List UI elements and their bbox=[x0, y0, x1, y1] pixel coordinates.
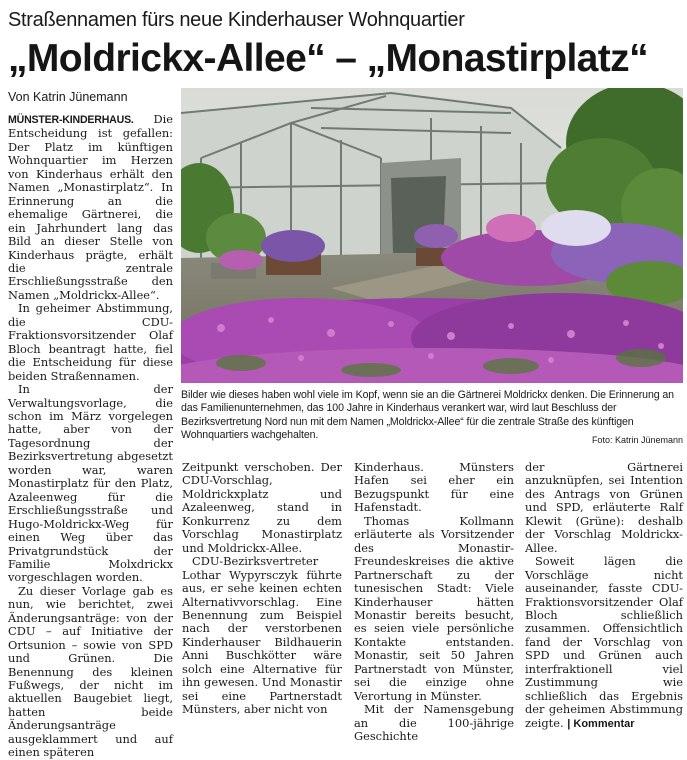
paragraph: Thomas Kollmann erläuterte als Vorsitzender des Monastir-Freundeskreises die aktive Partnerschaft zu der tunesischen Stadt: Viele Kinderhauser hätten Monastir bereits besucht, es seien viele persönliche Kontakte entstanden. Monastir, seit 50 Jahren Partnerstadt von Münster, sei die einzige ohne Verortung in Münster. bbox=[354, 513, 514, 703]
paragraph: Zeitpunkt verschoben. Der CDU-Vorschlag, Moldrickxplatz und Azaleenweg, stand in Konkurrenz zu dem Vorschlag Monastirplatz und Moldrickx-Allee. bbox=[182, 460, 342, 555]
greenhouse-photo bbox=[181, 88, 683, 383]
paragraph-text: Soweit lägen die Vorschläge nicht auseinander, fasste CDU-Fraktionsvorsitzender Olaf Bloch schließlich zusammen. Offensichtlich fand der Vorschlag von SPD und Grünen auch interfraktionell viel Zustimmung wie schließlich das Ergebnis der geheimen Abstimmung zeigte. bbox=[525, 554, 683, 730]
article-byline: Von Katrin Jünemann bbox=[8, 90, 128, 104]
paragraph: Zu dieser Vorlage gab es nun, wie berichtet, zwei Änderungsanträge: von der CDU – auf Initiative der Ortsunion – sowie von SPD und Grünen. Die Benennung des kleinen Fußwegs, der nicht im aktuellen Baugebiet liegt, hatten beide Änderungsanträge ausgeklammert und auf einen späteren bbox=[8, 583, 173, 760]
paragraph bbox=[8, 113, 173, 302]
article-column-1 bbox=[8, 113, 173, 760]
article-dateline: MÜNSTER-KINDERHAUS. bbox=[8, 114, 134, 126]
paragraph: CDU-Bezirksvertreter Lothar Wypyrsczyk führte aus, er sehe keinen echten Alternativvorschlag. Eine Benennung zum Beispiel nach der verstorbenen Kinderhauser Bildhauerin Anni Buschkötter wäre solch eine Alternative für ihn gewesen. Und Monastir sei eine Partnerstadt Münsters, aber nicht von bbox=[182, 554, 342, 717]
article-column-4 bbox=[525, 461, 683, 731]
article-column-2 bbox=[182, 461, 342, 717]
article-column-3 bbox=[354, 461, 514, 744]
paragraph: Mit der Namensgebung an die 100-jährige Geschichte bbox=[354, 702, 514, 744]
paragraph bbox=[525, 555, 683, 731]
article-headline: „Moldrickx-Allee“ – „Monastirplatz“ bbox=[8, 37, 648, 80]
paragraph-text: Die Entscheidung ist gefallen: Der Platz im künftigen Wohnquartier im Herzen von Kinderhaus erhält den Namen „Monastirplatz“. In Erinnerung an die ehemalige Gärtnerei, die ein Jahrhundert lang das Bild an dieser Stelle von Kinderhaus prägte, erhält die zentrale Erschließungsstraße den Namen „Moldrickx-Allee“. bbox=[8, 112, 173, 302]
paragraph: In der Verwaltungsvorlage, die schon im März vorgelegen hatte, aber von der Tagesordnung der Bezirksvertretung abgesetzt worden war, waren Monastirplatz für den Platz, Azaleenweg für die Erschließungsstraße und Hugo-Moldrickx-Weg für einen Weg über das Privatgrundstück der Familie Molxdrickx vorgeschlagen worden. bbox=[8, 382, 173, 585]
paragraph: In geheimer Abstimmung, die CDU-Fraktionsvorsitzender Olaf Bloch beantragt hatte, fiel die Entscheidung für diese beiden Straßennamen. bbox=[8, 301, 173, 383]
photo-credit: Foto: Katrin Jünemann bbox=[591, 435, 683, 445]
photo-caption: Bilder wie dieses haben wohl viele im Kopf, wenn sie an die Gärtnerei Moldrickx denken. Die Erinnerung an das Familienunternehmen, das 100 Jahre in Kinderhaus verankert war, wird laut Beschluss der Bezirksvertretung Nord nun mit dem Namen „Moldrickx-Allee“ für die zentrale Straße des künftigen Wohnquartiers wachgehalten. bbox=[181, 389, 674, 441]
commentary-reference: | Kommentar bbox=[567, 717, 635, 730]
paragraph: der Gärtnerei anzuknüpfen, sei Intention des Antrags von Grünen und SPD, erläuterte Ralf Klewit (Grüne): deshalb der Vorschlag Moldrickx-Allee. bbox=[525, 460, 683, 555]
paragraph: Kinderhaus. Münsters Hafen sei eher ein Bezugspunkt für eine Hafenstadt. bbox=[354, 460, 514, 515]
greenhouse-photo-illustration bbox=[181, 88, 683, 383]
article-kicker: Straßennamen fürs neue Kinderhauser Wohnquartier bbox=[8, 9, 465, 31]
